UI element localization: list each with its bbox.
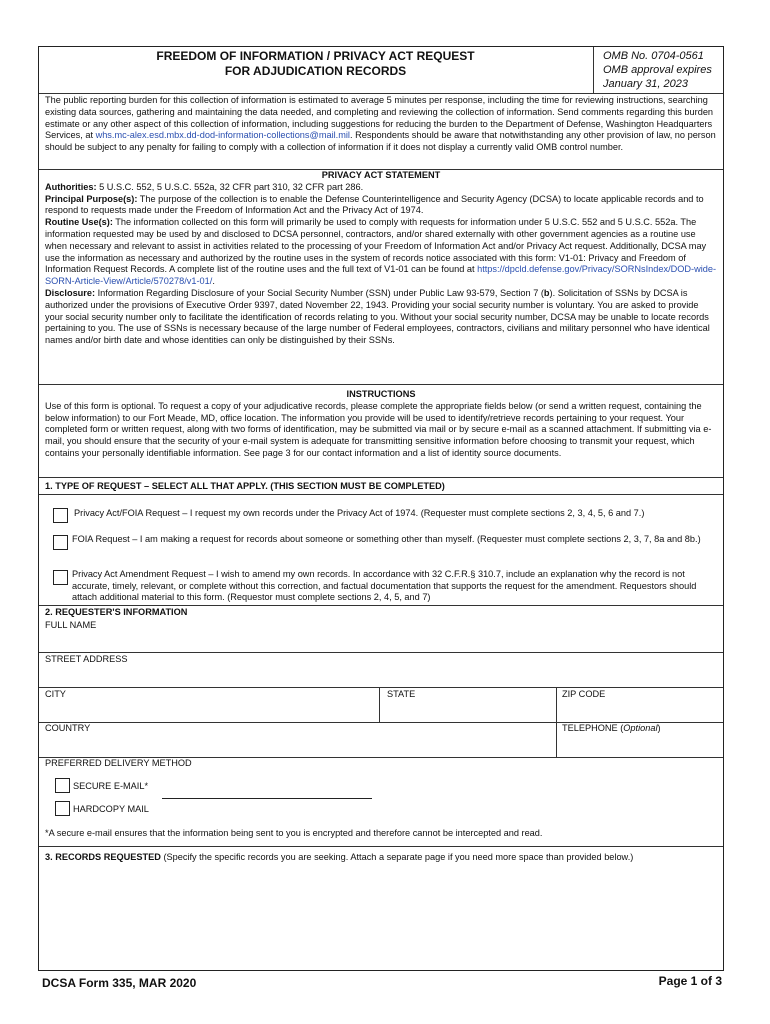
telephone-end: ) — [657, 723, 661, 733]
sorn-link[interactable]: https://dpcld.defense.gov/Privacy/SORNsIndex/DOD-wide-SORN-Article-View/Article/570278/v1-01/ — [45, 264, 717, 287]
secure-email-checkbox[interactable] — [55, 778, 70, 793]
authorities-text: 5 U.S.C. 552, 5 U.S.C. 552a, 32 CFR part 310, 32 CFR part 286. — [96, 181, 364, 192]
telephone-optional: Optional — [623, 723, 658, 733]
rule — [39, 384, 723, 385]
omb-block — [603, 49, 712, 91]
instructions-heading: INSTRUCTIONS — [346, 389, 416, 399]
purpose-text: The purpose of the collection is to enable the Defense Counterintelligence and Security Agency (DCSA) to locate applicable records and to respond to requests made under the Freedom of Information Act and the Privacy Act of 1974. — [45, 193, 704, 216]
page-number: Page 1 of 3 — [658, 974, 722, 988]
section3-instructions: (Specify the specific records you are seeking. Attach a separate page if you need more space than provided below.) — [160, 852, 634, 862]
hardcopy-checkbox[interactable] — [55, 801, 70, 816]
form-id: DCSA Form 335, MAR 2020 — [42, 976, 197, 990]
rule — [39, 605, 723, 606]
burden-statement — [45, 95, 717, 154]
routine-text: The information collected on this form will primarily be used to comply with requests for information under 5 U.S.C. 552 and 5 U.S.C. 552a. The information requested may be used by and disclosed to DCSA personnel, contractors, and/or shared externally with other government agencies as a routine use when necessary and relevant to assist in activities related to the processing of your Freedom of Information Act and/or Privacy Act request. Additionally, DCSA may use the information as necessary and authorized by the routine uses in the system of records notice associated with this form: V1-01: Privacy and Freedom of Information Request Records. A complete list of the routine uses and the full text of V1-01 can be found at — [45, 217, 707, 275]
disclosure-text: Information Regarding Disclosure of your Social Security Number (SSN) under Public Law 93-579, Section 7 ( — [95, 287, 544, 298]
section3-title: 3. RECORDS REQUESTED — [45, 852, 161, 862]
records-requested-field[interactable] — [39, 867, 723, 967]
authorities-label: Authorities: — [45, 181, 97, 192]
zip-code-label: ZIP CODE — [562, 689, 606, 699]
state-label: STATE — [387, 689, 416, 699]
burden-email-link[interactable]: whs.mc-alex.esd.mbx.dd-dod-information-collections@mail.mil — [95, 130, 350, 141]
form-title-line1: FREEDOM OF INFORMATION / PRIVACY ACT REQUEST — [156, 49, 475, 63]
foia-checkbox[interactable] — [53, 535, 68, 550]
rule — [39, 687, 723, 688]
disclosure-b: b — [543, 287, 550, 298]
privacy-foia-option-label: Privacy Act/FOIA Request – I request my own records under the Privacy Act of 1974. (Requester must complete sections 2, 3, 4, 5, 6 and 7.) — [74, 508, 645, 518]
telephone-label — [562, 723, 661, 733]
secure-email-label: SECURE E-MAIL* — [73, 781, 149, 791]
burden-text: The public reporting burden for this collection of information is estimated to average 5 minutes per response, including the time for reviewing instructions, searching existing data sources, gathering and maintaining the data needed, and completing and reviewing the collection of information. Send comments regarding this burden estimate or any other aspect of this collection of information, including suggestions for reducing the burden to the Department of Defense, Washington Headquarters Services, at — [45, 95, 714, 141]
section3-heading — [45, 852, 633, 862]
rule — [39, 494, 723, 495]
routine-end: . — [212, 276, 215, 287]
signature-line — [162, 798, 372, 799]
street-address-label: STREET ADDRESS — [45, 654, 128, 664]
section2-heading: 2. REQUESTER'S INFORMATION — [45, 607, 188, 617]
privacy-act-statement — [45, 170, 717, 347]
purpose-label: Principal Purpose(s): — [45, 193, 138, 204]
delivery-method-label: PREFERRED DELIVERY METHOD — [45, 758, 192, 768]
section1-heading: 1. TYPE OF REQUEST – SELECT ALL THAT APPLY. (THIS SECTION MUST BE COMPLETED) — [45, 481, 445, 491]
privacy-foia-checkbox[interactable] — [53, 508, 68, 523]
header-divider — [593, 47, 594, 93]
secure-email-footnote: *A secure e-mail ensures that the information being sent to you is encrypted and therefore cannot be intercepted and read. — [45, 828, 543, 838]
rule — [39, 652, 723, 653]
burden-text-end: . Respondents should be aware that notwithstanding any other provision of law, no person should be subject to any penalty for failing to comply with a collection of information if it does not display a currently valid OMB control number. — [45, 130, 716, 153]
instructions-block — [45, 389, 717, 460]
amendment-option-label: Privacy Act Amendment Request – I wish to amend my own records. In accordance with 32 C.F.R.§ 310.7, include an explanation why the record is not accurate, timely, relevant, or complete without this correction, and factual documentation that supports the request for the amendment. Requestors should attach additional material to this form. (Requestor must complete sections 2, 4, 5, and 7) — [72, 569, 697, 602]
telephone-text: TELEPHONE ( — [562, 723, 624, 733]
form-frame — [38, 46, 724, 971]
rule — [39, 93, 723, 94]
hardcopy-label: HARDCOPY MAIL — [73, 804, 149, 814]
disclosure-label: Disclosure: — [45, 287, 96, 298]
instructions-text: Use of this form is optional. To request a copy of your adjudicative records, please complete the appropriate fields below (or send a written request, containing the below information) to our Fort Meade, MD, office location. The information you provide will be used to identify/retrieve records pertaining to your request. Your completed form or written request, along with two forms of identification, may be submitted via mail or by secure e-mail as a scanned attachment. If submitting via e- mail, you should ensure that the security of your e-mail system is adequate for transmitting sensitive information before choosing to transmit your request, which contains your personally identifiable information. See page 3 for our contact information and a list of identity source documents. — [45, 400, 712, 458]
country-label: COUNTRY — [45, 723, 91, 733]
full-name-field[interactable] — [39, 631, 723, 651]
foia-option-label: FOIA Request – I am making a request for records about someone or something other than myself. (Requester must complete sections 2, 3, 7, 8a and 8b.) — [72, 534, 701, 544]
form-title — [39, 49, 592, 79]
routine-label: Routine Use(s): — [45, 217, 113, 228]
street-address-field[interactable] — [39, 667, 723, 685]
city-label: CITY — [45, 689, 66, 699]
omb-date: January 31, 2023 — [603, 78, 689, 90]
form-title-line2: FOR ADJUDICATION RECORDS — [224, 64, 407, 78]
full-name-label: FULL NAME — [45, 620, 97, 630]
omb-number: OMB No. 0704-0561 — [603, 50, 704, 62]
rule — [39, 477, 723, 478]
rule — [379, 687, 380, 722]
privacy-heading: PRIVACY ACT STATEMENT — [321, 170, 441, 180]
omb-approval: OMB approval expires — [603, 64, 712, 76]
amendment-checkbox[interactable] — [53, 570, 68, 585]
disclosure-text-end: ). Solicitation of SSNs by DCSA is authorized under the provisions of Executive Order 9397, dated November 22, 1943. Providing your social security number is voluntary. You are asked to provide your social security number only to facilitate the identification of records relating to you. Without your social security number, DCSA may be unable to locate records pertaining to you. The use of SSNs is necessary because of the large number of Federal employees, contractors, civilians and military personnel who have identical names and/or birth date and whose identities can only be distinguished by their SSNs. — [45, 287, 710, 346]
rule — [39, 846, 723, 847]
